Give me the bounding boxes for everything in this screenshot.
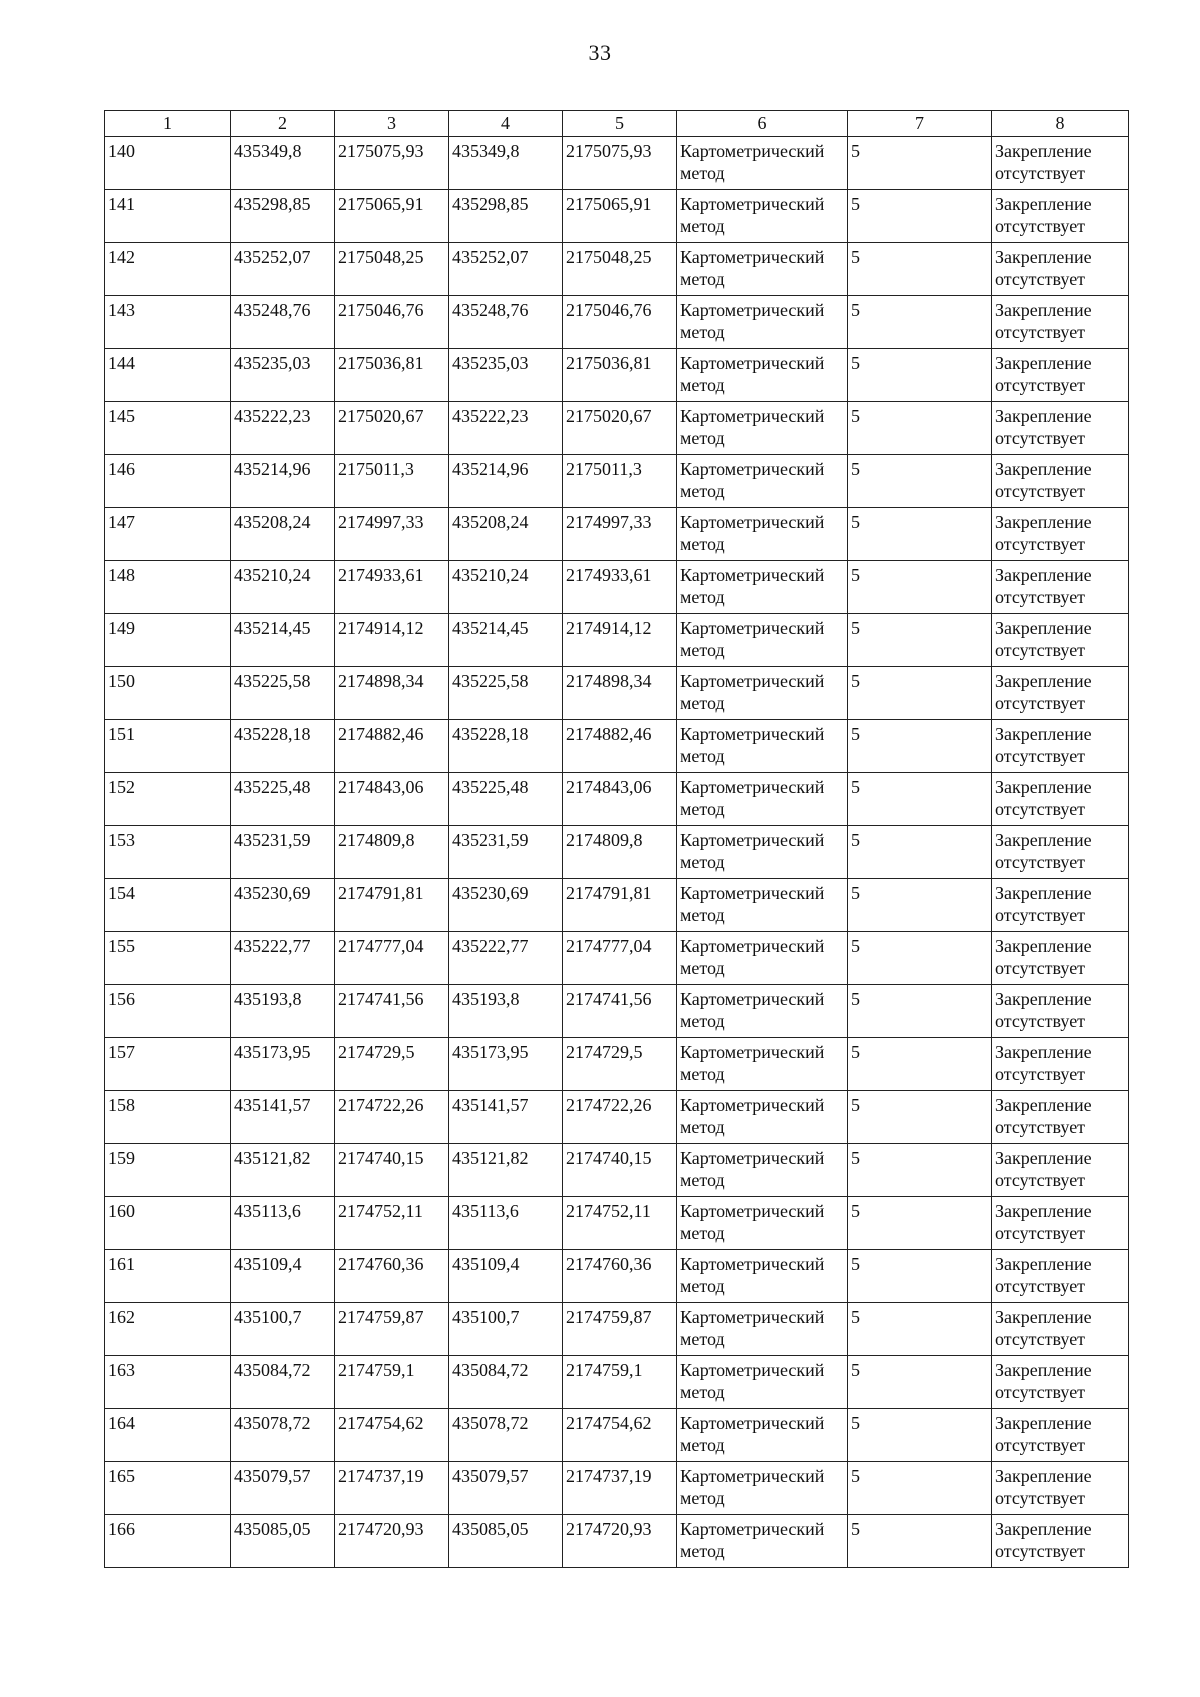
y-existing-cell: 2174777,04 [335, 932, 449, 985]
point-number-cell: 144 [105, 349, 231, 402]
y-existing-cell: 2174809,8 [335, 826, 449, 879]
x-new-cell: 435210,24 [449, 561, 563, 614]
table-row [105, 1409, 1129, 1462]
x-existing-cell: 435222,77 [231, 932, 335, 985]
method-cell: Картометрический метод [677, 561, 848, 614]
table-row [105, 1091, 1129, 1144]
point-number-cell: 145 [105, 402, 231, 455]
x-new-cell: 435078,72 [449, 1409, 563, 1462]
x-new-cell: 435079,57 [449, 1462, 563, 1515]
y-new-cell: 2174720,93 [563, 1515, 677, 1568]
y-new-cell: 2174752,11 [563, 1197, 677, 1250]
x-existing-cell: 435230,69 [231, 879, 335, 932]
y-existing-cell: 2174759,1 [335, 1356, 449, 1409]
method-cell: Картометрический метод [677, 879, 848, 932]
fixing-description-cell: Закрепление отсутствует [992, 614, 1129, 667]
point-number-cell: 163 [105, 1356, 231, 1409]
column-header: 3 [335, 111, 449, 137]
coordinates-table [104, 110, 1129, 1568]
y-existing-cell: 2174898,34 [335, 667, 449, 720]
y-new-cell: 2174777,04 [563, 932, 677, 985]
table-row [105, 985, 1129, 1038]
x-existing-cell: 435193,8 [231, 985, 335, 1038]
x-existing-cell: 435214,96 [231, 455, 335, 508]
fixing-description-cell: Закрепление отсутствует [992, 1250, 1129, 1303]
table-row [105, 190, 1129, 243]
column-header: 7 [848, 111, 992, 137]
table-row [105, 932, 1129, 985]
point-number-cell: 143 [105, 296, 231, 349]
y-new-cell: 2174791,81 [563, 879, 677, 932]
accuracy-cell: 5 [848, 190, 992, 243]
accuracy-cell: 5 [848, 1250, 992, 1303]
y-new-cell: 2174722,26 [563, 1091, 677, 1144]
point-number-cell: 161 [105, 1250, 231, 1303]
x-new-cell: 435193,8 [449, 985, 563, 1038]
column-header: 2 [231, 111, 335, 137]
method-cell: Картометрический метод [677, 243, 848, 296]
method-cell: Картометрический метод [677, 773, 848, 826]
y-existing-cell: 2174722,26 [335, 1091, 449, 1144]
table-row [105, 508, 1129, 561]
method-cell: Картометрический метод [677, 614, 848, 667]
table-row [105, 349, 1129, 402]
point-number-cell: 165 [105, 1462, 231, 1515]
table-row [105, 1515, 1129, 1568]
x-new-cell: 435248,76 [449, 296, 563, 349]
accuracy-cell: 5 [848, 985, 992, 1038]
accuracy-cell: 5 [848, 455, 992, 508]
y-existing-cell: 2174843,06 [335, 773, 449, 826]
method-cell: Картометрический метод [677, 1091, 848, 1144]
method-cell: Картометрический метод [677, 349, 848, 402]
x-existing-cell: 435214,45 [231, 614, 335, 667]
y-existing-cell: 2175011,3 [335, 455, 449, 508]
x-existing-cell: 435084,72 [231, 1356, 335, 1409]
method-cell: Картометрический метод [677, 826, 848, 879]
point-number-cell: 146 [105, 455, 231, 508]
point-number-cell: 154 [105, 879, 231, 932]
fixing-description-cell: Закрепление отсутствует [992, 985, 1129, 1038]
y-existing-cell: 2174914,12 [335, 614, 449, 667]
point-number-cell: 153 [105, 826, 231, 879]
y-new-cell: 2174737,19 [563, 1462, 677, 1515]
x-new-cell: 435214,96 [449, 455, 563, 508]
accuracy-cell: 5 [848, 1356, 992, 1409]
y-existing-cell: 2175046,76 [335, 296, 449, 349]
x-existing-cell: 435222,23 [231, 402, 335, 455]
x-existing-cell: 435298,85 [231, 190, 335, 243]
x-existing-cell: 435173,95 [231, 1038, 335, 1091]
accuracy-cell: 5 [848, 402, 992, 455]
table-row [105, 296, 1129, 349]
accuracy-cell: 5 [848, 349, 992, 402]
method-cell: Картометрический метод [677, 1038, 848, 1091]
column-header: 1 [105, 111, 231, 137]
y-new-cell: 2174898,34 [563, 667, 677, 720]
x-existing-cell: 435078,72 [231, 1409, 335, 1462]
y-new-cell: 2175036,81 [563, 349, 677, 402]
fixing-description-cell: Закрепление отсутствует [992, 1038, 1129, 1091]
fixing-description-cell: Закрепление отсутствует [992, 1515, 1129, 1568]
fixing-description-cell: Закрепление отсутствует [992, 826, 1129, 879]
x-existing-cell: 435235,03 [231, 349, 335, 402]
y-existing-cell: 2175075,93 [335, 137, 449, 190]
point-number-cell: 162 [105, 1303, 231, 1356]
y-new-cell: 2174882,46 [563, 720, 677, 773]
method-cell: Картометрический метод [677, 296, 848, 349]
accuracy-cell: 5 [848, 561, 992, 614]
x-existing-cell: 435252,07 [231, 243, 335, 296]
point-number-cell: 149 [105, 614, 231, 667]
method-cell: Картометрический метод [677, 1303, 848, 1356]
x-existing-cell: 435100,7 [231, 1303, 335, 1356]
accuracy-cell: 5 [848, 879, 992, 932]
fixing-description-cell: Закрепление отсутствует [992, 1197, 1129, 1250]
point-number-cell: 150 [105, 667, 231, 720]
point-number-cell: 159 [105, 1144, 231, 1197]
method-cell: Картометрический метод [677, 985, 848, 1038]
x-new-cell: 435252,07 [449, 243, 563, 296]
x-new-cell: 435225,48 [449, 773, 563, 826]
x-new-cell: 435141,57 [449, 1091, 563, 1144]
y-existing-cell: 2174791,81 [335, 879, 449, 932]
fixing-description-cell: Закрепление отсутствует [992, 296, 1129, 349]
y-new-cell: 2174741,56 [563, 985, 677, 1038]
x-existing-cell: 435225,48 [231, 773, 335, 826]
table-row [105, 1038, 1129, 1091]
x-existing-cell: 435228,18 [231, 720, 335, 773]
point-number-cell: 160 [105, 1197, 231, 1250]
y-new-cell: 2175011,3 [563, 455, 677, 508]
accuracy-cell: 5 [848, 1197, 992, 1250]
x-new-cell: 435085,05 [449, 1515, 563, 1568]
point-number-cell: 141 [105, 190, 231, 243]
x-new-cell: 435109,4 [449, 1250, 563, 1303]
page-number: 33 [588, 40, 612, 65]
fixing-description-cell: Закрепление отсутствует [992, 1303, 1129, 1356]
x-new-cell: 435298,85 [449, 190, 563, 243]
y-new-cell: 2174759,87 [563, 1303, 677, 1356]
y-new-cell: 2174997,33 [563, 508, 677, 561]
x-new-cell: 435231,59 [449, 826, 563, 879]
accuracy-cell: 5 [848, 614, 992, 667]
x-new-cell: 435100,7 [449, 1303, 563, 1356]
y-existing-cell: 2174997,33 [335, 508, 449, 561]
y-new-cell: 2174809,8 [563, 826, 677, 879]
y-existing-cell: 2174759,87 [335, 1303, 449, 1356]
point-number-cell: 166 [105, 1515, 231, 1568]
accuracy-cell: 5 [848, 826, 992, 879]
table-row [105, 1197, 1129, 1250]
accuracy-cell: 5 [848, 508, 992, 561]
table-row [105, 1303, 1129, 1356]
accuracy-cell: 5 [848, 1462, 992, 1515]
x-existing-cell: 435113,6 [231, 1197, 335, 1250]
table-row [105, 561, 1129, 614]
y-existing-cell: 2174933,61 [335, 561, 449, 614]
column-header: 8 [992, 111, 1129, 137]
table-row [105, 1356, 1129, 1409]
column-header: 5 [563, 111, 677, 137]
y-new-cell: 2174843,06 [563, 773, 677, 826]
accuracy-cell: 5 [848, 1303, 992, 1356]
x-existing-cell: 435085,05 [231, 1515, 335, 1568]
accuracy-cell: 5 [848, 720, 992, 773]
y-existing-cell: 2174752,11 [335, 1197, 449, 1250]
point-number-cell: 157 [105, 1038, 231, 1091]
fixing-description-cell: Закрепление отсутствует [992, 1356, 1129, 1409]
fixing-description-cell: Закрепление отсутствует [992, 667, 1129, 720]
y-new-cell: 2175048,25 [563, 243, 677, 296]
y-existing-cell: 2175048,25 [335, 243, 449, 296]
accuracy-cell: 5 [848, 1409, 992, 1462]
x-existing-cell: 435210,24 [231, 561, 335, 614]
x-existing-cell: 435225,58 [231, 667, 335, 720]
table-row [105, 137, 1129, 190]
method-cell: Картометрический метод [677, 1197, 848, 1250]
y-new-cell: 2174914,12 [563, 614, 677, 667]
method-cell: Картометрический метод [677, 932, 848, 985]
fixing-description-cell: Закрепление отсутствует [992, 773, 1129, 826]
accuracy-cell: 5 [848, 1091, 992, 1144]
x-new-cell: 435214,45 [449, 614, 563, 667]
table-row [105, 720, 1129, 773]
accuracy-cell: 5 [848, 296, 992, 349]
method-cell: Картометрический метод [677, 137, 848, 190]
table-row [105, 402, 1129, 455]
x-existing-cell: 435349,8 [231, 137, 335, 190]
table-row [105, 1144, 1129, 1197]
table-row [105, 667, 1129, 720]
table-row [105, 773, 1129, 826]
accuracy-cell: 5 [848, 137, 992, 190]
y-new-cell: 2175075,93 [563, 137, 677, 190]
table-row [105, 826, 1129, 879]
point-number-cell: 147 [105, 508, 231, 561]
x-new-cell: 435113,6 [449, 1197, 563, 1250]
fixing-description-cell: Закрепление отсутствует [992, 932, 1129, 985]
fixing-description-cell: Закрепление отсутствует [992, 190, 1129, 243]
x-existing-cell: 435248,76 [231, 296, 335, 349]
y-existing-cell: 2174754,62 [335, 1409, 449, 1462]
table-row [105, 879, 1129, 932]
fixing-description-cell: Закрепление отсутствует [992, 720, 1129, 773]
point-number-cell: 152 [105, 773, 231, 826]
column-header: 4 [449, 111, 563, 137]
table-row [105, 614, 1129, 667]
point-number-cell: 142 [105, 243, 231, 296]
y-new-cell: 2174759,1 [563, 1356, 677, 1409]
method-cell: Картометрический метод [677, 455, 848, 508]
y-new-cell: 2175046,76 [563, 296, 677, 349]
point-number-cell: 155 [105, 932, 231, 985]
y-existing-cell: 2174760,36 [335, 1250, 449, 1303]
accuracy-cell: 5 [848, 243, 992, 296]
x-new-cell: 435225,58 [449, 667, 563, 720]
y-new-cell: 2174933,61 [563, 561, 677, 614]
fixing-description-cell: Закрепление отсутствует [992, 1409, 1129, 1462]
method-cell: Картометрический метод [677, 1409, 848, 1462]
x-new-cell: 435228,18 [449, 720, 563, 773]
table-row [105, 1250, 1129, 1303]
x-new-cell: 435222,23 [449, 402, 563, 455]
method-cell: Картометрический метод [677, 667, 848, 720]
x-new-cell: 435173,95 [449, 1038, 563, 1091]
x-new-cell: 435222,77 [449, 932, 563, 985]
y-existing-cell: 2174740,15 [335, 1144, 449, 1197]
x-new-cell: 435230,69 [449, 879, 563, 932]
x-existing-cell: 435141,57 [231, 1091, 335, 1144]
accuracy-cell: 5 [848, 1038, 992, 1091]
table-row [105, 243, 1129, 296]
y-new-cell: 2174729,5 [563, 1038, 677, 1091]
accuracy-cell: 5 [848, 773, 992, 826]
x-new-cell: 435235,03 [449, 349, 563, 402]
y-existing-cell: 2175065,91 [335, 190, 449, 243]
table-row [105, 455, 1129, 508]
method-cell: Картометрический метод [677, 402, 848, 455]
x-existing-cell: 435121,82 [231, 1144, 335, 1197]
x-existing-cell: 435109,4 [231, 1250, 335, 1303]
method-cell: Картометрический метод [677, 1515, 848, 1568]
y-existing-cell: 2174741,56 [335, 985, 449, 1038]
point-number-cell: 148 [105, 561, 231, 614]
method-cell: Картометрический метод [677, 1144, 848, 1197]
y-new-cell: 2175020,67 [563, 402, 677, 455]
point-number-cell: 158 [105, 1091, 231, 1144]
point-number-cell: 156 [105, 985, 231, 1038]
fixing-description-cell: Закрепление отсутствует [992, 508, 1129, 561]
y-new-cell: 2174760,36 [563, 1250, 677, 1303]
table-row [105, 1462, 1129, 1515]
method-cell: Картометрический метод [677, 1250, 848, 1303]
fixing-description-cell: Закрепление отсутствует [992, 455, 1129, 508]
y-new-cell: 2175065,91 [563, 190, 677, 243]
accuracy-cell: 5 [848, 1144, 992, 1197]
y-new-cell: 2174740,15 [563, 1144, 677, 1197]
fixing-description-cell: Закрепление отсутствует [992, 879, 1129, 932]
method-cell: Картометрический метод [677, 1462, 848, 1515]
fixing-description-cell: Закрепление отсутствует [992, 243, 1129, 296]
point-number-cell: 140 [105, 137, 231, 190]
x-existing-cell: 435079,57 [231, 1462, 335, 1515]
x-new-cell: 435208,24 [449, 508, 563, 561]
accuracy-cell: 5 [848, 1515, 992, 1568]
fixing-description-cell: Закрепление отсутствует [992, 1462, 1129, 1515]
fixing-description-cell: Закрепление отсутствует [992, 137, 1129, 190]
table-body [105, 137, 1129, 1568]
y-existing-cell: 2174729,5 [335, 1038, 449, 1091]
x-existing-cell: 435208,24 [231, 508, 335, 561]
x-new-cell: 435121,82 [449, 1144, 563, 1197]
y-existing-cell: 2174737,19 [335, 1462, 449, 1515]
fixing-description-cell: Закрепление отсутствует [992, 402, 1129, 455]
y-existing-cell: 2175036,81 [335, 349, 449, 402]
header-row [105, 111, 1129, 137]
x-new-cell: 435349,8 [449, 137, 563, 190]
y-existing-cell: 2175020,67 [335, 402, 449, 455]
method-cell: Картометрический метод [677, 508, 848, 561]
fixing-description-cell: Закрепление отсутствует [992, 1091, 1129, 1144]
fixing-description-cell: Закрепление отсутствует [992, 561, 1129, 614]
fixing-description-cell: Закрепление отсутствует [992, 1144, 1129, 1197]
accuracy-cell: 5 [848, 932, 992, 985]
y-existing-cell: 2174720,93 [335, 1515, 449, 1568]
method-cell: Картометрический метод [677, 190, 848, 243]
point-number-cell: 164 [105, 1409, 231, 1462]
method-cell: Картометрический метод [677, 1356, 848, 1409]
accuracy-cell: 5 [848, 667, 992, 720]
table-header [105, 111, 1129, 137]
column-header: 6 [677, 111, 848, 137]
x-new-cell: 435084,72 [449, 1356, 563, 1409]
y-existing-cell: 2174882,46 [335, 720, 449, 773]
point-number-cell: 151 [105, 720, 231, 773]
fixing-description-cell: Закрепление отсутствует [992, 349, 1129, 402]
method-cell: Картометрический метод [677, 720, 848, 773]
y-new-cell: 2174754,62 [563, 1409, 677, 1462]
x-existing-cell: 435231,59 [231, 826, 335, 879]
